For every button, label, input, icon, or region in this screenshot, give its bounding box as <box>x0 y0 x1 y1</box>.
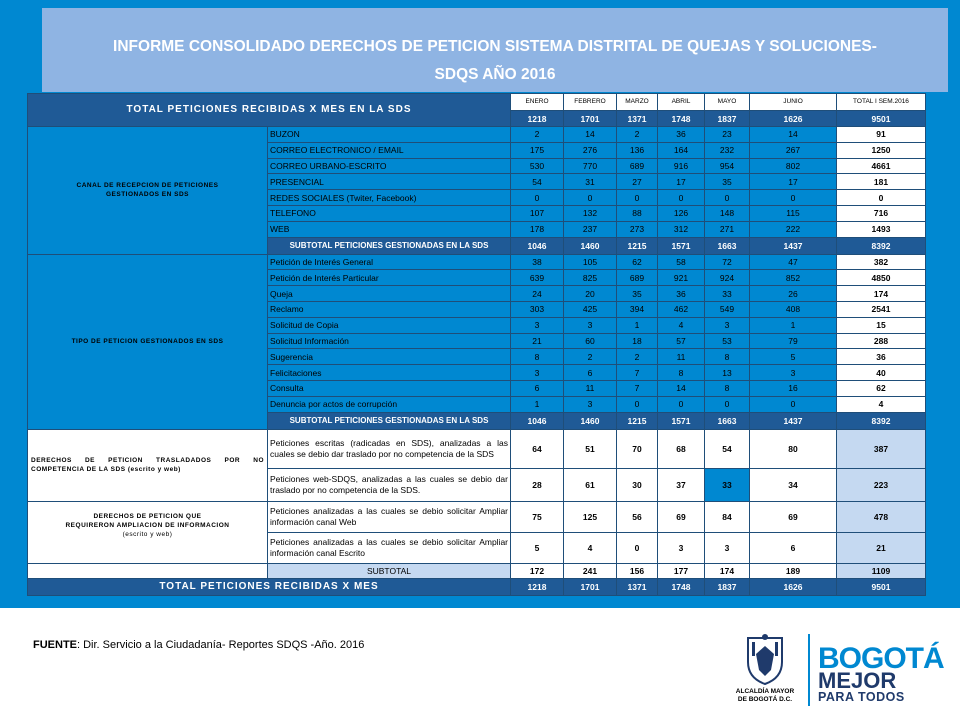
trasladados-value-cell: 64 <box>511 429 564 468</box>
canal-value-cell: 0 <box>617 190 658 206</box>
subtotal-value-cell: 177 <box>658 563 705 578</box>
canal-value-cell: 312 <box>658 221 705 237</box>
month-header: JUNIO <box>750 94 837 111</box>
tipo-subtotal-cell: 1460 <box>564 412 617 429</box>
canal-total-cell: 1493 <box>837 221 926 237</box>
canal-total-cell: 91 <box>837 127 926 143</box>
trasladados-value-cell: 51 <box>564 429 617 468</box>
tipo-value-cell: 1 <box>750 317 837 333</box>
canal-value-cell: 222 <box>750 221 837 237</box>
canal-row-label: WEB <box>268 221 511 237</box>
canal-subtotal-cell: 1460 <box>564 237 617 254</box>
final-total-cell: 1371 <box>617 578 658 595</box>
tipo-value-cell: 825 <box>564 270 617 286</box>
tipo-total-cell: 4850 <box>837 270 926 286</box>
tipo-row-label: Solicitud Información <box>268 333 511 349</box>
ampliacion-value-cell: 0 <box>617 532 658 563</box>
ampliacion-value-cell: 75 <box>511 501 564 532</box>
canal-value-cell: 175 <box>511 142 564 158</box>
tipo-value-cell: 18 <box>617 333 658 349</box>
canal-value-cell: 14 <box>564 127 617 143</box>
tipo-value-cell: 924 <box>705 270 750 286</box>
canal-value-cell: 2 <box>617 127 658 143</box>
trasladados-row-label: Peticiones web-SDQS, analizadas a las cuales se debio dar traslado por no competencia de la SDS. <box>268 468 511 501</box>
canal-row-label: REDES SOCIALES (Twiter, Facebook) <box>268 190 511 206</box>
trasladados-value-cell: 28 <box>511 468 564 501</box>
canal-subtotal-cell: 1215 <box>617 237 658 254</box>
tipo-value-cell: 394 <box>617 301 658 317</box>
canal-value-cell: 148 <box>705 205 750 221</box>
tipo-subtotal-cell: 1663 <box>705 412 750 429</box>
subtotal-label: SUBTOTAL <box>268 563 511 578</box>
canal-value-cell: 107 <box>511 205 564 221</box>
tipo-value-cell: 408 <box>750 301 837 317</box>
tipo-value-cell: 0 <box>658 396 705 412</box>
tipo-value-cell: 53 <box>705 333 750 349</box>
canal-value-cell: 14 <box>750 127 837 143</box>
tipo-value-cell: 852 <box>750 270 837 286</box>
final-total-cell: 1701 <box>564 578 617 595</box>
tipo-value-cell: 2 <box>564 349 617 365</box>
tipo-subtotal-cell: 1571 <box>658 412 705 429</box>
tipo-total-cell: 36 <box>837 349 926 365</box>
month-header: ABRIL <box>658 94 705 111</box>
canal-value-cell: 2 <box>511 127 564 143</box>
final-total-cell: 9501 <box>837 578 926 595</box>
canal-value-cell: 0 <box>750 190 837 206</box>
para-todos-logo-text: PARA TODOS <box>818 690 905 704</box>
canal-value-cell: 802 <box>750 158 837 174</box>
monthly-total-cell: 1626 <box>750 111 837 127</box>
canal-value-cell: 954 <box>705 158 750 174</box>
tipo-value-cell: 689 <box>617 270 658 286</box>
subtotal-value-cell: 189 <box>750 563 837 578</box>
canal-value-cell: 35 <box>705 174 750 190</box>
tipo-total-cell: 40 <box>837 365 926 381</box>
tipo-value-cell: 20 <box>564 286 617 302</box>
canal-row-label: CORREO ELECTRONICO / EMAIL <box>268 142 511 158</box>
canal-value-cell: 530 <box>511 158 564 174</box>
canal-value-cell: 0 <box>511 190 564 206</box>
tipo-value-cell: 7 <box>617 380 658 396</box>
alcaldia-line2: DE BOGOTÁ D.C. <box>737 696 793 703</box>
month-header: MAYO <box>705 94 750 111</box>
canal-subtotal-cell: 1437 <box>750 237 837 254</box>
ampliacion-value-cell: 84 <box>705 501 750 532</box>
tipo-value-cell: 6 <box>564 365 617 381</box>
subtotal-value-cell: 241 <box>564 563 617 578</box>
canal-value-cell: 689 <box>617 158 658 174</box>
alcaldia-label <box>728 688 802 704</box>
source-note <box>33 639 364 651</box>
tipo-value-cell: 6 <box>511 380 564 396</box>
subtotal-blank-cell <box>28 563 268 578</box>
canal-value-cell: 132 <box>564 205 617 221</box>
bogota-coat-of-arms-icon <box>728 632 802 688</box>
ampliacion-category-line: (escrito y web) <box>122 530 173 538</box>
tipo-row-label: Felicitaciones <box>268 365 511 381</box>
report-subtitle: SDQS AÑO 2016 <box>434 66 556 83</box>
canal-value-cell: 115 <box>750 205 837 221</box>
tipo-value-cell: 3 <box>564 317 617 333</box>
tipo-value-cell: 303 <box>511 301 564 317</box>
canal-subtotal-cell: 1046 <box>511 237 564 254</box>
canal-total-cell: 4661 <box>837 158 926 174</box>
subtotal-value-cell: 174 <box>705 563 750 578</box>
ampliacion-row-label: Peticiones analizadas a las cuales se debio solicitar Ampliar información canal Web <box>268 501 511 532</box>
canal-value-cell: 267 <box>750 142 837 158</box>
canal-value-cell: 136 <box>617 142 658 158</box>
tipo-total-cell: 382 <box>837 254 926 270</box>
trasladados-value-cell: 54 <box>705 429 750 468</box>
subtotal-value-cell: 172 <box>511 563 564 578</box>
tipo-value-cell: 14 <box>658 380 705 396</box>
tipo-value-cell: 462 <box>658 301 705 317</box>
ampliacion-value-cell: 3 <box>658 532 705 563</box>
trasladados-row <box>28 429 926 468</box>
logo-divider <box>808 634 810 706</box>
monthly-total-cell: 1837 <box>705 111 750 127</box>
bogota-logo-text: BOGOTÁ <box>818 642 944 675</box>
tipo-total-cell: 288 <box>837 333 926 349</box>
canal-row-label: CORREO URBANO-ESCRITO <box>268 158 511 174</box>
ampliacion-value-cell: 3 <box>705 532 750 563</box>
ampliacion-value-cell: 56 <box>617 501 658 532</box>
tipo-value-cell: 4 <box>658 317 705 333</box>
trasladados-value-cell: 70 <box>617 429 658 468</box>
tipo-value-cell: 72 <box>705 254 750 270</box>
canal-subtotal-cell: 1571 <box>658 237 705 254</box>
tipo-total-cell: 15 <box>837 317 926 333</box>
tipo-value-cell: 62 <box>617 254 658 270</box>
petitions-table <box>27 93 926 596</box>
final-total-row <box>28 578 926 595</box>
canal-value-cell: 0 <box>658 190 705 206</box>
canal-value-cell: 23 <box>705 127 750 143</box>
tipo-value-cell: 24 <box>511 286 564 302</box>
tipo-value-cell: 79 <box>750 333 837 349</box>
tipo-row-label: Solicitud de Copia <box>268 317 511 333</box>
source-text: : Dir. Servicio a la Ciudadanía- Reportes SDQS -Año. 2016 <box>77 639 365 651</box>
canal-total-cell: 0 <box>837 190 926 206</box>
source-label: FUENTE <box>33 639 77 651</box>
final-total-cell: 1626 <box>750 578 837 595</box>
canal-value-cell: 237 <box>564 221 617 237</box>
ampliacion-category-line: DERECHOS DE PETICION QUE <box>93 512 202 520</box>
tipo-row-label: Petición de Interés General <box>268 254 511 270</box>
tipo-value-cell: 921 <box>658 270 705 286</box>
tipo-value-cell: 105 <box>564 254 617 270</box>
subtotal-value-cell: 156 <box>617 563 658 578</box>
ampliacion-category-label <box>28 501 268 563</box>
tipo-value-cell: 1 <box>511 396 564 412</box>
alcaldia-line1: ALCALDÍA MAYOR <box>735 688 795 695</box>
tipo-value-cell: 8 <box>658 365 705 381</box>
monthly-total-cell: 1701 <box>564 111 617 127</box>
canal-subtotal-cell: 1663 <box>705 237 750 254</box>
ampliacion-value-cell: 5 <box>511 532 564 563</box>
tipo-value-cell: 60 <box>564 333 617 349</box>
subtotal-total-cell: 1109 <box>837 563 926 578</box>
tipo-value-cell: 425 <box>564 301 617 317</box>
tipo-value-cell: 549 <box>705 301 750 317</box>
subtotal-row <box>28 563 926 578</box>
trasladados-total-cell: 223 <box>837 468 926 501</box>
canal-row <box>28 127 926 143</box>
month-header: TOTAL I SEM.2016 <box>837 94 926 111</box>
tipo-row-label: Consulta <box>268 380 511 396</box>
tipo-value-cell: 3 <box>511 365 564 381</box>
canal-value-cell: 36 <box>658 127 705 143</box>
trasladados-value-cell: 33 <box>705 468 750 501</box>
month-header: ENERO <box>511 94 564 111</box>
tipo-value-cell: 26 <box>750 286 837 302</box>
tipo-subtotal-label: SUBTOTAL PETICIONES GESTIONADAS EN LA SDS <box>268 412 511 429</box>
tipo-row-label: Sugerencia <box>268 349 511 365</box>
tipo-value-cell: 3 <box>511 317 564 333</box>
tipo-value-cell: 8 <box>705 349 750 365</box>
tipo-value-cell: 47 <box>750 254 837 270</box>
canal-value-cell: 164 <box>658 142 705 158</box>
trasladados-row-label: Peticiones escritas (radicadas en SDS), analizadas a las cuales se debio dar traslado por no competencia de la SDS <box>268 429 511 468</box>
tipo-subtotal-cell: 1215 <box>617 412 658 429</box>
logos <box>728 632 948 712</box>
tipo-category-label: TIPO DE PETICION GESTIONADOS EN SDS <box>28 254 268 429</box>
tipo-value-cell: 0 <box>617 396 658 412</box>
canal-value-cell: 17 <box>658 174 705 190</box>
months-header-row <box>28 94 926 111</box>
final-total-cell: 1748 <box>658 578 705 595</box>
ampliacion-total-cell: 478 <box>837 501 926 532</box>
tipo-subtotal-cell: 1437 <box>750 412 837 429</box>
tipo-value-cell: 58 <box>658 254 705 270</box>
month-header: MARZO <box>617 94 658 111</box>
tipo-row-label: Queja <box>268 286 511 302</box>
monthly-total-cell: 1748 <box>658 111 705 127</box>
canal-value-cell: 271 <box>705 221 750 237</box>
ampliacion-value-cell: 6 <box>750 532 837 563</box>
month-header: FEBRERO <box>564 94 617 111</box>
canal-value-cell: 0 <box>705 190 750 206</box>
canal-row-label: PRESENCIAL <box>268 174 511 190</box>
canal-value-cell: 126 <box>658 205 705 221</box>
tipo-value-cell: 3 <box>750 365 837 381</box>
canal-total-cell: 181 <box>837 174 926 190</box>
canal-row-label: BUZON <box>268 127 511 143</box>
report-title: INFORME CONSOLIDADO DERECHOS DE PETICION SISTEMA DISTRITAL DE QUEJAS Y SOLUCIONES- <box>113 38 877 55</box>
tipo-row-label: Denuncia por actos de corrupción <box>268 396 511 412</box>
tipo-value-cell: 3 <box>705 317 750 333</box>
mejor-logo-text: MEJOR <box>818 668 897 693</box>
tipo-value-cell: 639 <box>511 270 564 286</box>
canal-value-cell: 232 <box>705 142 750 158</box>
ampliacion-value-cell: 125 <box>564 501 617 532</box>
tipo-value-cell: 1 <box>617 317 658 333</box>
trasladados-total-cell: 387 <box>837 429 926 468</box>
monthly-total-cell: 1371 <box>617 111 658 127</box>
canal-category-label: CANAL DE RECEPCION DE PETICIONES GESTIONADOS EN SDS <box>28 127 268 255</box>
tipo-value-cell: 0 <box>705 396 750 412</box>
tipo-total-cell: 2541 <box>837 301 926 317</box>
canal-value-cell: 54 <box>511 174 564 190</box>
title-banner <box>42 8 948 92</box>
tipo-total-cell: 4 <box>837 396 926 412</box>
tipo-value-cell: 5 <box>750 349 837 365</box>
trasladados-category-label: DERECHOS DE PETICION TRASLADADOS POR NO COMPETENCIA DE LA SDS (escrito y web) <box>28 429 268 501</box>
canal-total-cell: 1250 <box>837 142 926 158</box>
tipo-total-cell: 174 <box>837 286 926 302</box>
canal-row-label: TELEFONO <box>268 205 511 221</box>
tipo-value-cell: 11 <box>564 380 617 396</box>
final-total-cell: 1837 <box>705 578 750 595</box>
tipo-value-cell: 11 <box>658 349 705 365</box>
ampliacion-value-cell: 4 <box>564 532 617 563</box>
tipo-value-cell: 35 <box>617 286 658 302</box>
final-total-cell: 1218 <box>511 578 564 595</box>
canal-value-cell: 178 <box>511 221 564 237</box>
canal-value-cell: 27 <box>617 174 658 190</box>
ampliacion-row-label: Peticiones analizadas a las cuales se debio solicitar Ampliar información canal Escrito <box>268 532 511 563</box>
ampliacion-value-cell: 69 <box>658 501 705 532</box>
tipo-value-cell: 16 <box>750 380 837 396</box>
trasladados-value-cell: 68 <box>658 429 705 468</box>
tipo-value-cell: 2 <box>617 349 658 365</box>
tipo-value-cell: 8 <box>511 349 564 365</box>
canal-value-cell: 88 <box>617 205 658 221</box>
tipo-value-cell: 8 <box>705 380 750 396</box>
canal-subtotal-label: SUBTOTAL PETICIONES GESTIONADAS EN LA SDS <box>268 237 511 254</box>
trasladados-value-cell: 37 <box>658 468 705 501</box>
canal-total-cell: 716 <box>837 205 926 221</box>
canal-value-cell: 276 <box>564 142 617 158</box>
ampliacion-row <box>28 501 926 532</box>
monthly-total-cell: 1218 <box>511 111 564 127</box>
trasladados-value-cell: 34 <box>750 468 837 501</box>
tipo-value-cell: 7 <box>617 365 658 381</box>
ampliacion-value-cell: 69 <box>750 501 837 532</box>
table-header-label: TOTAL PETICIONES RECIBIDAS X MES EN LA SDS <box>28 94 511 127</box>
canal-value-cell: 916 <box>658 158 705 174</box>
tipo-subtotal-cell: 8392 <box>837 412 926 429</box>
tipo-value-cell: 0 <box>750 396 837 412</box>
tipo-row-label: Reclamo <box>268 301 511 317</box>
tipo-subtotal-cell: 1046 <box>511 412 564 429</box>
monthly-total-cell: 9501 <box>837 111 926 127</box>
canal-subtotal-cell: 8392 <box>837 237 926 254</box>
tipo-value-cell: 38 <box>511 254 564 270</box>
canal-value-cell: 273 <box>617 221 658 237</box>
tipo-value-cell: 57 <box>658 333 705 349</box>
canal-value-cell: 17 <box>750 174 837 190</box>
ampliacion-total-cell: 21 <box>837 532 926 563</box>
canal-value-cell: 31 <box>564 174 617 190</box>
tipo-row-label: Petición de Interés Particular <box>268 270 511 286</box>
tipo-value-cell: 3 <box>564 396 617 412</box>
tipo-row <box>28 254 926 270</box>
tipo-value-cell: 33 <box>705 286 750 302</box>
final-total-label: TOTAL PETICIONES RECIBIDAS X MES <box>28 578 511 595</box>
trasladados-value-cell: 61 <box>564 468 617 501</box>
ampliacion-category-line: REQUIRERON AMPLIACION DE INFORMACION <box>65 521 230 529</box>
trasladados-value-cell: 80 <box>750 429 837 468</box>
trasladados-value-cell: 30 <box>617 468 658 501</box>
tipo-total-cell: 62 <box>837 380 926 396</box>
tipo-value-cell: 13 <box>705 365 750 381</box>
tipo-value-cell: 21 <box>511 333 564 349</box>
canal-value-cell: 0 <box>564 190 617 206</box>
canal-value-cell: 770 <box>564 158 617 174</box>
tipo-value-cell: 36 <box>658 286 705 302</box>
